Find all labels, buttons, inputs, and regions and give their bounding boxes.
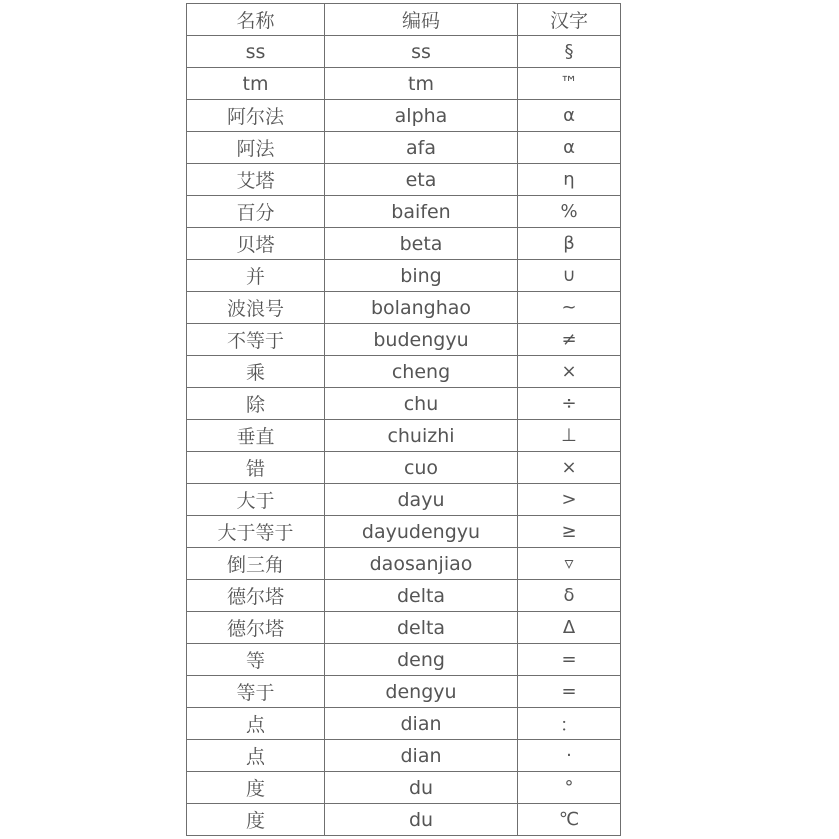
table-row: [187, 548, 621, 580]
table-row: [187, 516, 621, 548]
table-row: [187, 260, 621, 292]
cell-char: ÷: [518, 388, 621, 420]
cell-name: 等于: [187, 676, 325, 708]
cell-code: budengyu: [325, 324, 518, 356]
cell-name: 贝塔: [187, 228, 325, 260]
cell-code: chu: [325, 388, 518, 420]
cell-char: =: [518, 676, 621, 708]
cell-code: tm: [325, 68, 518, 100]
header-char: 汉字: [518, 4, 621, 36]
cell-name: 点: [187, 740, 325, 772]
cell-name: 大于: [187, 484, 325, 516]
cell-name: 大于等于: [187, 516, 325, 548]
cell-name: 百分: [187, 196, 325, 228]
cell-char: α: [518, 132, 621, 164]
cell-char: Δ: [518, 612, 621, 644]
table-row: [187, 36, 621, 68]
cell-char: ⊥: [518, 420, 621, 452]
cell-name: 德尔塔: [187, 612, 325, 644]
table-row: [187, 772, 621, 804]
table-row: [187, 324, 621, 356]
table-row: [187, 100, 621, 132]
cell-char: ≥: [518, 516, 621, 548]
cell-code: cuo: [325, 452, 518, 484]
cell-name: 阿法: [187, 132, 325, 164]
cell-code: dian: [325, 740, 518, 772]
cell-code: cheng: [325, 356, 518, 388]
table-row: [187, 740, 621, 772]
table-row: [187, 228, 621, 260]
cell-code: afa: [325, 132, 518, 164]
table-row: [187, 644, 621, 676]
table-row: [187, 612, 621, 644]
cell-code: beta: [325, 228, 518, 260]
table-row: [187, 292, 621, 324]
table-row: [187, 580, 621, 612]
table-row: [187, 132, 621, 164]
symbol-table: [186, 3, 621, 836]
table-row: [187, 388, 621, 420]
cell-code: chuizhi: [325, 420, 518, 452]
cell-char: ≠: [518, 324, 621, 356]
cell-char: ~: [518, 292, 621, 324]
cell-char: δ: [518, 580, 621, 612]
cell-name: 度: [187, 804, 325, 836]
cell-code: dengyu: [325, 676, 518, 708]
cell-char: η: [518, 164, 621, 196]
cell-name: 错: [187, 452, 325, 484]
table-header-row: [187, 4, 621, 36]
cell-code: bing: [325, 260, 518, 292]
cell-name: 除: [187, 388, 325, 420]
cell-code: du: [325, 772, 518, 804]
cell-code: du: [325, 804, 518, 836]
table-row: [187, 68, 621, 100]
cell-code: baifen: [325, 196, 518, 228]
cell-code: dian: [325, 708, 518, 740]
cell-code: dayudengyu: [325, 516, 518, 548]
cell-name: tm: [187, 68, 325, 100]
cell-code: delta: [325, 612, 518, 644]
cell-char: ×: [518, 452, 621, 484]
cell-code: deng: [325, 644, 518, 676]
cell-name: 垂直: [187, 420, 325, 452]
cell-char: ∪: [518, 260, 621, 292]
table-row: [187, 196, 621, 228]
table-row: [187, 356, 621, 388]
cell-char: %: [518, 196, 621, 228]
cell-code: delta: [325, 580, 518, 612]
cell-name: 阿尔法: [187, 100, 325, 132]
cell-code: bolanghao: [325, 292, 518, 324]
cell-code: ss: [325, 36, 518, 68]
cell-name: 点: [187, 708, 325, 740]
cell-char: α: [518, 100, 621, 132]
table-row: [187, 484, 621, 516]
cell-char: °: [518, 772, 621, 804]
cell-name: 艾塔: [187, 164, 325, 196]
table-row: [187, 708, 621, 740]
table-row: [187, 676, 621, 708]
cell-name: 德尔塔: [187, 580, 325, 612]
cell-char: ·: [518, 740, 621, 772]
cell-name: 等: [187, 644, 325, 676]
cell-char: β: [518, 228, 621, 260]
cell-char: ：: [518, 708, 621, 740]
cell-code: alpha: [325, 100, 518, 132]
cell-name: 波浪号: [187, 292, 325, 324]
cell-name: 并: [187, 260, 325, 292]
cell-char: ×: [518, 356, 621, 388]
cell-char: ™: [518, 68, 621, 100]
cell-code: eta: [325, 164, 518, 196]
table-row: [187, 452, 621, 484]
cell-char: ▿: [518, 548, 621, 580]
cell-name: 乘: [187, 356, 325, 388]
table-row: [187, 420, 621, 452]
cell-char: =: [518, 644, 621, 676]
table-row: [187, 804, 621, 836]
header-code: 编码: [325, 4, 518, 36]
cell-char: >: [518, 484, 621, 516]
cell-name: ss: [187, 36, 325, 68]
table-body: [187, 36, 621, 836]
header-name: 名称: [187, 4, 325, 36]
cell-name: 倒三角: [187, 548, 325, 580]
cell-code: dayu: [325, 484, 518, 516]
cell-char: §: [518, 36, 621, 68]
cell-name: 不等于: [187, 324, 325, 356]
cell-code: daosanjiao: [325, 548, 518, 580]
cell-char: ℃: [518, 804, 621, 836]
table-row: [187, 164, 621, 196]
cell-name: 度: [187, 772, 325, 804]
